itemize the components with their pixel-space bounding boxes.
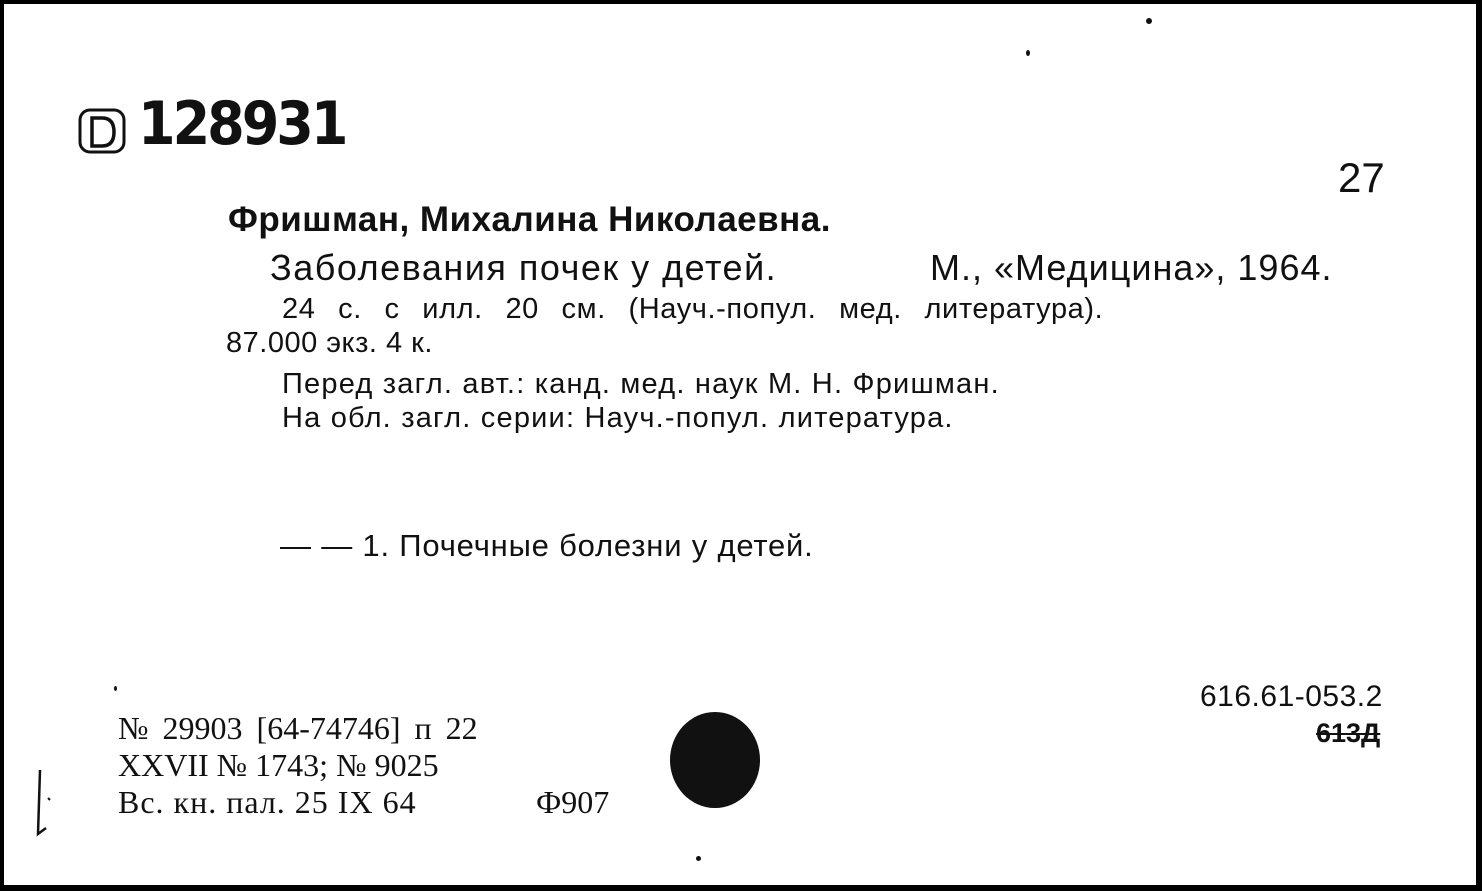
ink-speck (114, 686, 117, 691)
ink-speck (1026, 50, 1030, 56)
registry-line-2: XXVII № 1743; № 9025 (118, 747, 439, 783)
shelf-mark: 613Д (1316, 718, 1381, 748)
author-heading: Фришман, Михалина Николаевна. (228, 200, 831, 239)
collation-line-2: 87.000 экз. 4 к. (226, 327, 433, 359)
registry-line-1: № 29903 [64-74746] п 22 (118, 710, 478, 746)
collation-line-1: 24 с. с илл. 20 см. (Науч.-попул. мед. литература). (282, 293, 1104, 325)
subject-entry: — — 1. Почечные болезни у детей. (280, 528, 814, 563)
note-author-credentials: Перед загл. авт.: канд. мед. наук М. Н. Фришман. (282, 368, 1000, 400)
d-stamp-icon (76, 104, 132, 158)
ink-speck (696, 856, 701, 861)
registry-line-3: Вс. кн. пал. 25 IX 64 (118, 784, 417, 820)
note-series-title: На обл. загл. серии: Науч.-попул. литература. (282, 402, 954, 434)
punch-hole (670, 712, 760, 808)
imprint: М., «Медицина», 1964. (930, 247, 1333, 288)
pencil-mark (28, 768, 58, 840)
copy-number: 27 (1338, 154, 1385, 201)
registry-code: Ф907 (536, 784, 610, 820)
book-title: Заболевания почек у детей. (270, 247, 778, 288)
udc-code: 616.61-053.2 (1200, 680, 1383, 713)
handwritten-id: 128931 (138, 88, 346, 159)
ink-speck (1146, 18, 1152, 24)
catalog-card (4, 4, 1476, 885)
